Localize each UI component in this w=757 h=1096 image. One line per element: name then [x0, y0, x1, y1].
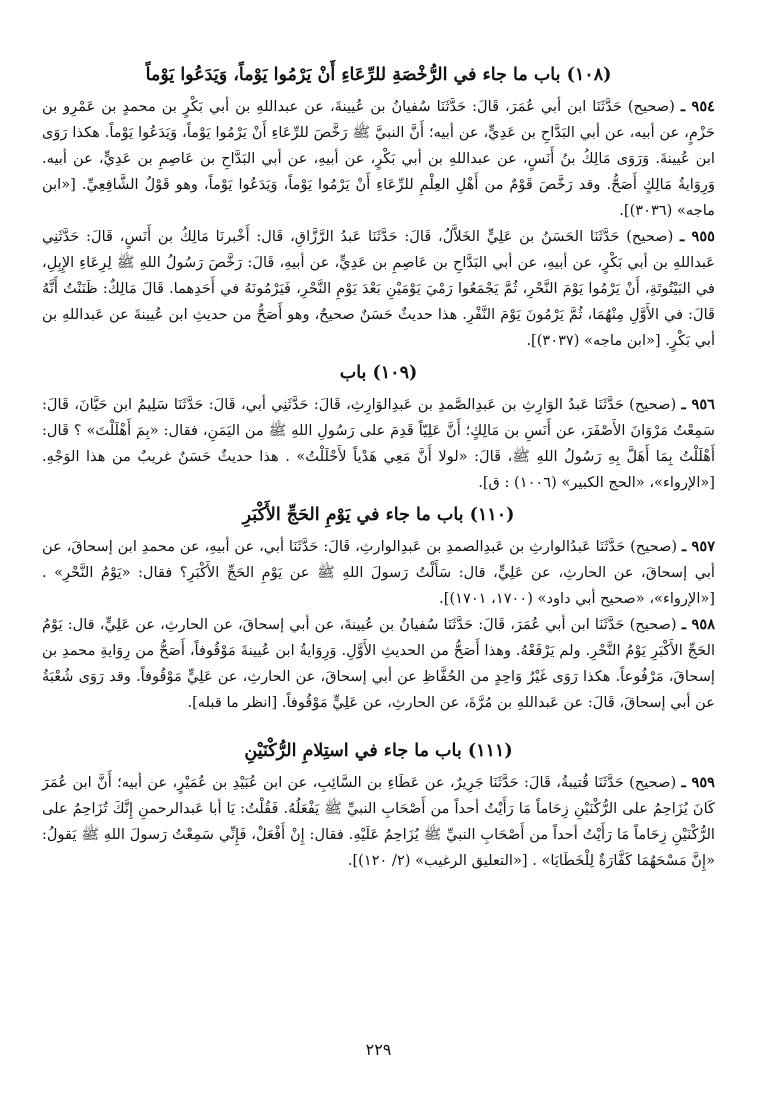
- page-number: ٢٢٩: [365, 1040, 392, 1059]
- chapter-heading-109: (١٠٩) باب: [339, 363, 418, 383]
- hadith-number: ٩٥٦ ـ: [681, 396, 715, 413]
- chapter-heading-111: (١١١) باب ما جاء في استِلامِ الرُّكْنَيْنِ: [244, 741, 513, 761]
- hadith-957: [42, 534, 715, 612]
- hadith-number: ٩٥٧ ـ: [681, 538, 716, 555]
- hadith-text: (صحيح) حَدَّثَنَا الحَسَنُ بن عَلِيٍّ الخَلاَّلُ، قَالَ: حَدَّثَنَا عَبدُ الرَّزَّاقِ، قَال: أَخْبرنَا مَالِكُ بن أَنَسٍ، قَالَ: حَدَّثَنِي عَبداللهِ بن أبي بَكْرٍ، عن أبيهِ، عن أبي البَدَّاحِ بن عَاصِمِ بن عَدِيٍّ، عن أبيهِ، قَالَ: رَخَّصَ رَسُولُ اللهِ ﷺ لِرِعَاءِ الإِبِلِ، في البَيْتُوتَةِ، أَنْ يَرْمُوا يَوْمَ النَّحْرِ، ثُمَّ يَجْمَعُوا رَمْيَ يَوْمَيْنِ بَعْدَ يَوْمِ النَّحْرِ، فَيَرْمُونَهُ في أَحَدِهما. قَالَ مَالِكٌ: ظَنَنْتُ أَنَّهُ قَالَ: في الأَوَّلِ مِنْهُمَا، ثُمَّ يَرْمُونَ يَوْمَ النَّفْرِ. هذا حديثٌ حَسَنٌ صحيحٌ، وهو أَصَحُّ من حديثِ ابن عُيينةَ عن عَبداللهِ بن أبي بَكْرٍ. [«ابن ماجه» (٣٠٣٧)].: [42, 228, 715, 349]
- hadith-959: [42, 770, 715, 874]
- hadith-958: [42, 612, 715, 716]
- hadith-number: ٩٥٤ ـ: [680, 98, 715, 115]
- hadith-text: (صحيح) حَدَّثَنَا قُتيبةُ، قَالَ: حَدَّثَنَا جَرِيرٌ، عن عَطَاءِ بن السَّائِبِ، عن ابن عُبَيْدِ بن عُمَيْرٍ، عن أبيه؛ أَنَّ ابن عُمَرَ كَانَ يُزَاحِمُ على الرُّكْنَيْنِ زِحَاماً مَا رَأَيْتُ أحداً من أَصْحَابِ النبيِّ ﷺ يَفْعَلُهُ. فَقُلْتُ: يَا أبا عَبدالرحمنِ إِنَّكَ تُزَاحِمُ على الرُّكْنَيْنِ زِحَاماً مَا رَأَيْتُ أحداً من أَصْحَابِ النبيِّ ﷺ يُزَاحِمُ عَلَيْهِ. فقال: إِنْ أَفْعَلْ، فَإِنِّي سَمِعْتُ رَسولَ اللهِ ﷺ يَقولُ: «إِنَّ مَسْحَهُمَا كَفَّارَةٌ لِلْخَطَايَا» . [«التعليق الرغيب» (٢/ ١٢٠)].: [42, 774, 715, 869]
- hadith-number: ٩٥٥ ـ: [680, 228, 715, 245]
- hadith-955: [42, 224, 715, 354]
- hadith-954: [42, 94, 715, 224]
- chapter-heading-110: (١١٠) باب ما جاء في يَوْمِ الحَجِّ الأَكْبَرِ: [242, 505, 515, 525]
- hadith-text: (صحيح) حَدَّثَنَا ابن أبي عُمَرَ، قَالَ: حَدَّثَنَا سُفيانُ بن عُيينةَ، عن عبداللهِ بن أبي بَكْرٍ بن محمدٍ بن عَمْرِو بن حَزْمٍ، عن أبيه، عن أبي البَدَّاحِ بن عَدِيٍّ، عن أبيه؛ أَنَّ النبيَّ ﷺ رَخَّصَ للرِّعَاءِ أَنْ يَرْمُوا يَوْماً، وَيَدَعُوا يَوْماً. هكذا رَوَى ابن عُيينةَ. وَرَوَى مَالِكُ بنُ أَنَسٍ، عن عبداللهِ بن أبي بَكْرٍ، عن أبيهِ، عن أبي البَدَّاحِ بن عَاصِمِ بن عَدِيٍّ، عن أبيه. وَرِوَايةُ مَالِكٍ أَصَحُّ. وقد رَخَّصَ قَوْمٌ من أَهْلِ العِلْمِ للرِّعَاءِ أَنْ يَرْمُوا يَوْماً، وَيَدَعُوا يَوْماً، وهو قَوْلُ الشَّافِعِيِّ. [«ابن ماجه» (٣٠٣٦)].: [42, 98, 715, 219]
- hadith-text: (صحيح) حَدَّثَنَا عَبدُ الوَارِثِ بن عَبدِالصَّمدِ بن عَبدِالوَارِثِ، قَالَ: حَدَّثَنِي أبي، قَالَ: حَدَّثَنَا سَلِيمُ ابن حَيَّانَ، قَالَ: سَمِعْتُ مَرْوَانَ الأَصْفَرَ، عن أَنَسِ بن مَالِكٍ؛ أَنَّ عَلِيّاً قَدِمَ على رَسُولِ اللهِ ﷺ من اليَمَنِ، فقال: «بِمَ أَهْلَلْتَ» ؟ قَال: أَهْلَلْتُ بِمَا أَهَلَّ بِهِ رَسُولُ اللهِ ﷺ، قَالَ: «لولا أَنَّ مَعِي هَدْياً لأَحْلَلْتُ» . هذا حديثٌ حَسَنٌ غريبٌ من هذا الوَجْهِ. [«الإرواء»، «الحج الكبير» (١٠٠٦) : ق].: [42, 396, 715, 491]
- chapter-heading-108: (١٠٨) باب ما جاء في الرُّخْصَةِ للرِّعَاءِ أَنْ يَرْمُوا يَوْماً، وَيَدَعُوا يَوْماً: [145, 65, 612, 85]
- hadith-text: (صحيح) حَدَّثَنَا ابن أبي عُمَرَ، قَالَ: حَدَّثَنَا سُفيانُ بن عُيينةَ، عن أبي إسحاقَ، عن الحارثِ، عن عَلِيٍّ، قال: يَوْمُ الحَجِّ الأَكْبَرِ يَوْمُ النَّحْرِ. ولم يَرْفَعْهُ. وهذا أَصَحُّ من الحديثِ الأَوَّلِ. وَرِوَايةُ ابن عُيينةَ مَوْقُوفاً، أَصَحُّ من رِوَايةِ محمدِ بن إسحاقَ، مَرْفُوعاً. هكذا رَوَى غَيْرُ وَاحِدٍ من الحُفَّاظِ عن أبي إسحاقَ، عن الحارثِ، عن عَلِيٍّ مَوْقُوفاً. وقد رَوَى شُعْبَةُ عن أبي إسحاقَ، قَالَ: عن عَبداللهِ بن مُرَّةَ، عن الحارثِ، عن عَلِيٍّ مَوْقُوفاً. [انظر ما قبله].: [42, 616, 715, 711]
- hadith-number: ٩٥٨ ـ: [681, 616, 716, 633]
- hadith-956: [42, 392, 715, 496]
- hadith-number: ٩٥٩ ـ: [681, 774, 716, 791]
- hadith-text: (صحيح) حَدَّثَنَا عَبدُالوارثِ بن عَبدِالصمدِ بن عَبدِالوارثِ، قَالَ: حَدَّثَنَا أبي، عن أبيهِ، عن محمدِ ابن إسحاقَ، عن أبي إسحاقَ، عن الحارثِ، عن عَلِيٍّ، قال: سَأَلْتُ رَسولَ اللهِ ﷺ عن يَوْمِ الحَجِّ الأَكْبَرِ؟ فقال: «يَوْمُ النَّحْرِ» . [«الإرواء»، «صحيح أبي داود» (١٧٠٠، ١٧٠١)].: [42, 538, 715, 607]
